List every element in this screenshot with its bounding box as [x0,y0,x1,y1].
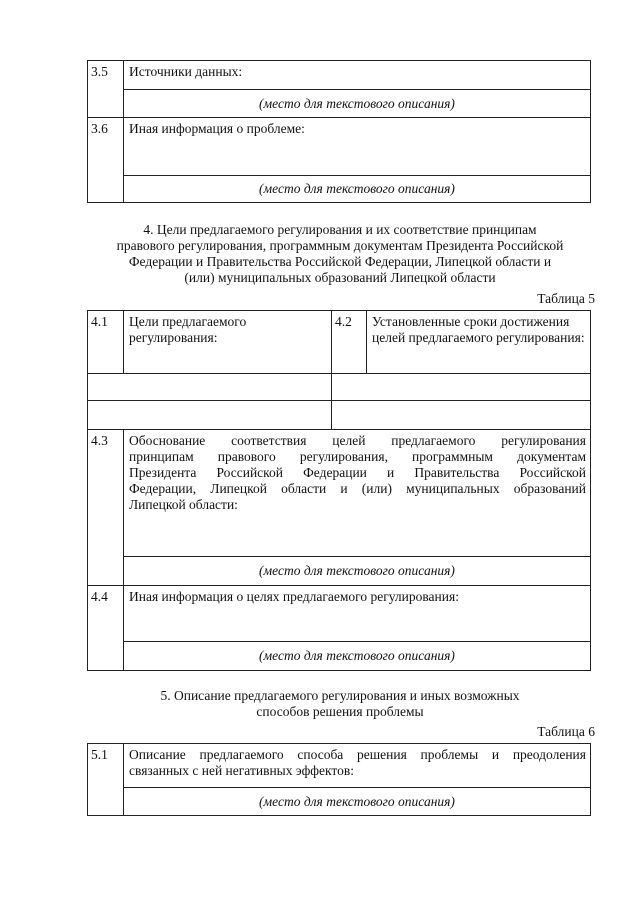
section4-heading-line: (или) муниципальных образований Липецкой области [184,270,496,285]
section4-heading-line: правового регулирования, программным документам Президента Российской [116,238,564,253]
row-text-line: связанных с ней негативных эффектов: [129,763,354,778]
row-number-3-5: 3.5 [88,61,124,118]
section4-heading [60,222,620,286]
row-number-4-2: 4.2 [332,311,367,374]
row-number-4-4: 4.4 [88,586,124,671]
section4-heading-line: 4. Цели предлагаемого регулирования и их соответствие принципам [143,222,537,237]
table5 [87,310,591,671]
row-label-3-5: Источники данных: [124,61,591,90]
row-number-4-3: 4.3 [88,430,124,586]
row-label-4-4: Иная информация о целях предлагаемого регулирования: [124,586,591,642]
table5-caption: Таблица 5 [537,291,595,306]
section5-heading [60,688,620,720]
row-text-4-3 [124,430,591,557]
table6 [87,743,591,816]
section3-table [87,60,591,203]
row-text-line: Президента Российской Федерации и Правительства Российской [129,465,586,480]
row-label-3-6: Иная информация о проблеме: [124,118,591,176]
row-text-line: принципам правового регулирования, программным документам [129,449,586,464]
text-placeholder-4-3[interactable]: (место для текстового описания) [124,557,591,586]
section4-heading-line: Федерации и Правительства Российской Федерации, Липецкой области и [128,254,552,269]
deadline-cell[interactable] [332,374,591,401]
row-label-4-2: Установленные сроки достижения целей предлагаемого регулирования: [367,311,591,374]
deadline-cell[interactable] [332,401,591,430]
row-label-4-1: Цели предлагаемого регулирования: [124,311,332,374]
row-number-5-1: 5.1 [88,744,124,816]
section5-heading-line: способов решения проблемы [256,704,424,719]
text-placeholder-3-6[interactable]: (место для текстового описания) [124,176,591,203]
row-text-line: Обоснование соответствия целей предлагаемого регулирования [129,433,586,448]
row-text-line: Федерации, Липецкой области и (или) муниципальных образований [129,481,586,496]
text-placeholder-4-4[interactable]: (место для текстового описания) [124,642,591,671]
row-number-3-6: 3.6 [88,118,124,203]
section5-heading-line: 5. Описание предлагаемого регулирования и иных возможных [160,688,520,703]
text-placeholder-5-1[interactable]: (место для текстового описания) [124,788,591,816]
row-text-line: Описание предлагаемого способа решения проблемы и преодоления [129,747,586,762]
row-number-4-1: 4.1 [88,311,124,374]
row-text-5-1 [124,744,591,788]
row-text-line: Липецкой области: [129,497,238,512]
goal-cell[interactable] [88,374,332,401]
goal-cell[interactable] [88,401,332,430]
text-placeholder-3-5[interactable]: (место для текстового описания) [124,90,591,118]
table6-caption: Таблица 6 [537,724,595,739]
